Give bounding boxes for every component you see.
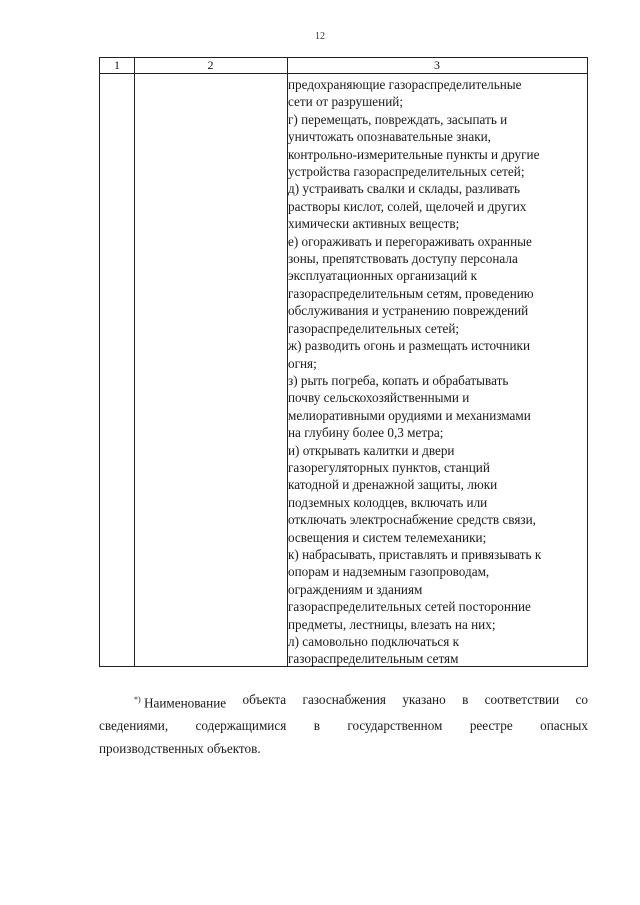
footnote-line-3: производственных объектов. <box>99 741 261 757</box>
table-text-line: газораспределительным сетям, проведению <box>288 285 534 301</box>
table-text-line: мелиоративными орудиями и механизмами <box>288 407 531 423</box>
table-text-line: на глубину более 0,3 метра; <box>288 425 444 441</box>
table-text-line: химически активных веществ; <box>288 216 460 232</box>
footnote-line-1 <box>99 688 588 714</box>
column-divider-1 <box>134 58 135 666</box>
table-text-line: устройства газораспределительных сетей; <box>288 164 525 180</box>
column-header-2: 2 <box>207 58 214 72</box>
column-header-3: 3 <box>434 58 440 72</box>
table-text-line: предметы, лестницы, влезать на них; <box>288 616 496 632</box>
table-header-row <box>100 58 587 74</box>
footnote-word: в <box>313 718 320 734</box>
table-text-line: газораспределительным сетям <box>288 651 459 667</box>
page-number: 12 <box>315 31 325 42</box>
footnote-word: опасных <box>540 718 588 734</box>
footnote <box>99 688 588 760</box>
table-text-line: л) самовольно подключаться к <box>288 634 460 649</box>
table-text-line: почву сельскохозяйственными и <box>288 390 470 406</box>
table-text-line: подземных колодцев, включать или <box>288 494 488 510</box>
table-text-line: сети от разрушений; <box>288 94 403 110</box>
table-text-line: з) рыть погреба, копать и обрабатывать <box>288 372 509 388</box>
table-text-line: эксплуатационных организаций к <box>288 268 478 284</box>
footnote-word: содержащимися <box>195 718 287 734</box>
table-text-line: уничтожать опознавательные знаки, <box>288 129 491 145</box>
footnote-word: газоснабжения <box>302 692 386 707</box>
table-text-line: ж) разводить огонь и размещать источники <box>288 338 531 354</box>
footnote-word: реестре <box>469 718 513 734</box>
table-text-line: ограждениям и зданиям <box>288 581 423 597</box>
table-text-line: газораспределительных сетей; <box>288 320 460 336</box>
footnote-word: соответствии <box>484 692 560 707</box>
table-text-line: газораспределительных сетей посторонние <box>288 599 531 615</box>
footnote-word: указано <box>402 692 446 707</box>
table-text-line: г) перемещать, повреждать, засыпать и <box>288 111 508 127</box>
footnote-marker: *) <box>134 695 141 704</box>
footnote-word: государственном <box>347 718 443 734</box>
footnote-word: со <box>575 692 588 707</box>
table-text-line: и) открывать калитки и двери <box>288 442 455 458</box>
footnote-word: в <box>462 692 469 707</box>
table-text-line: газорегуляторных пунктов, станций <box>288 459 490 475</box>
table-text-line: отключать электроснабжение средств связи, <box>288 512 536 528</box>
table-text-line: е) огораживать и перегораживать охранные <box>288 233 532 249</box>
footnote-word: сведениями, <box>99 718 169 734</box>
table-text-line: растворы кислот, солей, щелочей и других <box>288 198 527 214</box>
table-text-line: д) устраивать свалки и склады, разливать <box>288 181 520 197</box>
table-text-line: огня; <box>288 355 317 371</box>
table-text-line: катодной и дренажной защиты, люки <box>288 477 498 493</box>
table-text-line: контрольно-измерительные пункты и другие <box>288 146 540 162</box>
table-text-line: опорам и надземным газопроводам, <box>288 564 490 580</box>
footnote-line-2 <box>99 714 588 737</box>
continuation-table <box>99 57 588 667</box>
table-text-line: обслуживания и устранению повреждений <box>288 303 529 319</box>
table-text-line: освещения и систем телемеханики; <box>288 529 487 545</box>
column-3-text <box>288 76 588 668</box>
column-header-1: 1 <box>114 58 120 72</box>
table-text-line: зоны, препятствовать доступу персонала <box>288 251 518 267</box>
footnote-word: объекта <box>242 692 287 707</box>
footnote-word: *) Наименование <box>134 695 227 711</box>
table-text-line: предохраняющие газораспределительные <box>288 77 522 92</box>
table-text-line: к) набрасывать, приставлять и привязывать к <box>288 546 542 562</box>
